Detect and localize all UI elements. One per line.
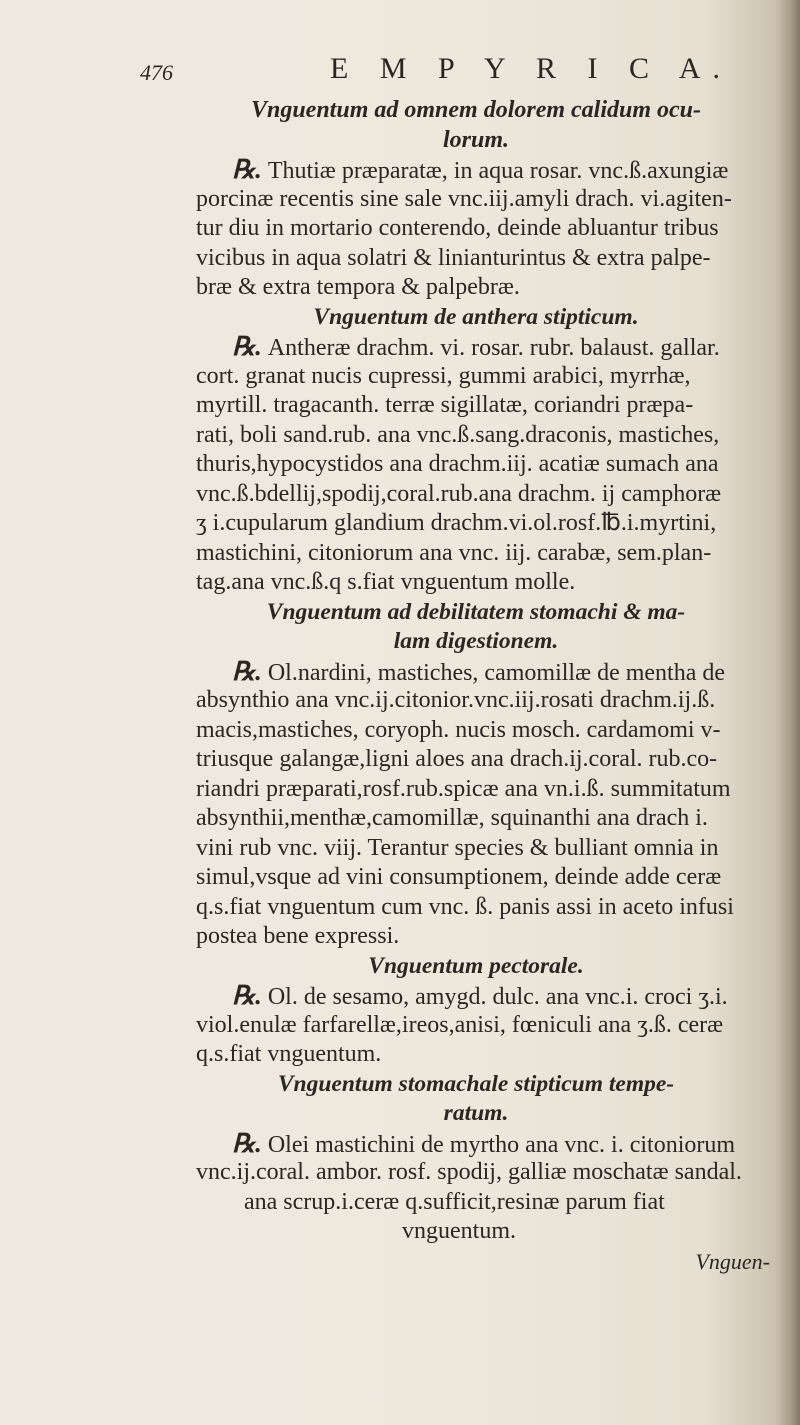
- recipe-symbol: ℞.: [232, 332, 262, 361]
- recipe-line: thuris,hypocystidos ana drachm.iij. acatiæ sumach ana: [196, 451, 719, 477]
- recipe-line: absynthii,menthæ,camomillæ, squinanthi ana drach i.: [196, 805, 708, 831]
- recipe-line: vicibus in aqua solatri & linianturintus & extra palpe-: [196, 244, 711, 271]
- recipe-line: rati, boli sand.rub. ana vnc.ß.sang.draconis, mastiches,: [196, 421, 720, 448]
- page-body: [196, 96, 776, 1276]
- recipe-heading: Vnguentum de anthera stipticum.: [313, 303, 639, 330]
- recipe-line: tur diu in mortario conterendo, deinde abluantur tribus: [196, 215, 719, 241]
- catchword: Vnguen-: [695, 1248, 770, 1274]
- recipe-line: simul,vsque ad vini consumptionem, deinde adde ceræ: [196, 864, 722, 890]
- recipe-heading: lam digestionem.: [393, 628, 559, 654]
- page-number: 476: [140, 60, 173, 85]
- recipe-line: mastichini, citoniorum ana vnc. iij. carabæ, sem.plan-: [196, 539, 712, 566]
- recipe-line: triusque galangæ,ligni aloes ana drach.ij.coral. rub.co-: [196, 746, 718, 772]
- recipe-symbol: ℞.: [232, 656, 262, 686]
- recipe-line: vini rub vnc. viij. Terantur species & bulliant omnia in: [196, 834, 719, 861]
- recipe-heading: lorum.: [442, 126, 510, 153]
- recipe-line: viol.enulæ farfarellæ,ireos,anisi, fœniculi ana ʒ.ß. ceræ: [196, 1011, 724, 1038]
- recipe-line: riandri præparati,rosf.rub.spicæ ana vn.i.ß. summitatum: [196, 775, 731, 802]
- recipe-line: q.s.fiat vnguentum cum vnc. ß. panis assi in aceto infusi: [196, 893, 734, 920]
- recipe-line: tag.ana vnc.ß.q s.fiat vnguentum molle.: [196, 569, 576, 595]
- recipe-line: q.s.fiat vnguentum.: [196, 1041, 382, 1067]
- recipe-line: vnguentum.: [402, 1218, 516, 1244]
- running-title: E M P Y R I C A.: [330, 52, 733, 85]
- recipe-line: ana scrup.i.ceræ q.sufficit,resinæ parum fiat: [244, 1188, 665, 1215]
- recipe-line: macis,mastiches, coryoph. nucis mosch. cardamomi v-: [196, 716, 721, 743]
- recipe-heading: Vnguentum pectorale.: [368, 952, 584, 979]
- recipe-line: ℞. Olei mastichini de myrtho ana vnc. i. citoniorum: [232, 1128, 736, 1158]
- recipe-line: ʒ i.cupularum glandium drachm.vi.ol.rosf.℔.i.myrtini,: [196, 510, 717, 536]
- recipe-line: postea bene expressi.: [196, 923, 400, 949]
- recipe-line: ℞. Thutiæ præparatæ, in aqua rosar. vnc.ß.axungiæ: [232, 155, 729, 184]
- recipe-line: absynthio ana vnc.ij.citonior.vnc.iij.rosati drachm.ij.ß.: [196, 687, 716, 713]
- recipe-heading: Vnguentum ad debilitatem stomachi & ma-: [266, 598, 686, 625]
- recipe-line: porcinæ recentis sine sale vnc.iij.amyli drach. vi.agiten-: [196, 185, 732, 212]
- recipe-line: bræ & extra tempora & palpebræ.: [196, 274, 520, 300]
- recipe-line: ℞. Antheræ drachm. vi. rosar. rubr. balaust. gallar.: [232, 332, 720, 361]
- recipe-line: vnc.ij.coral. ambor. rosf. spodij, galliæ moschatæ sandal.: [196, 1159, 742, 1185]
- recipe-heading: Vnguentum ad omnem dolorem calidum ocu-: [250, 97, 702, 123]
- recipe-symbol: ℞.: [232, 981, 262, 1010]
- recipe-symbol: ℞.: [232, 1128, 262, 1158]
- recipe-line: ℞. Ol.nardini, mastiches, camomillæ de mentha de: [232, 656, 726, 686]
- recipe-symbol: ℞.: [232, 155, 262, 184]
- page-edge-shadow: [778, 0, 800, 1425]
- recipe-line: myrtill. tragacanth. terræ sigillatæ, coriandri præpa-: [196, 392, 694, 418]
- recipe-line: ℞. Ol. de sesamo, amygd. dulc. ana vnc.i. croci ʒ.i.: [232, 981, 728, 1010]
- page-header: [140, 52, 740, 92]
- recipe-heading: ratum.: [443, 1100, 509, 1126]
- recipe-line: cort. granat nucis cupressi, gummi arabici, myrrhæ,: [196, 362, 691, 389]
- recipe-line: vnc.ß.bdellij,spodij,coral.rub.ana drachm. ij camphoræ: [196, 480, 722, 507]
- recipe-heading: Vnguentum stomachale stipticum tempe-: [277, 1070, 675, 1097]
